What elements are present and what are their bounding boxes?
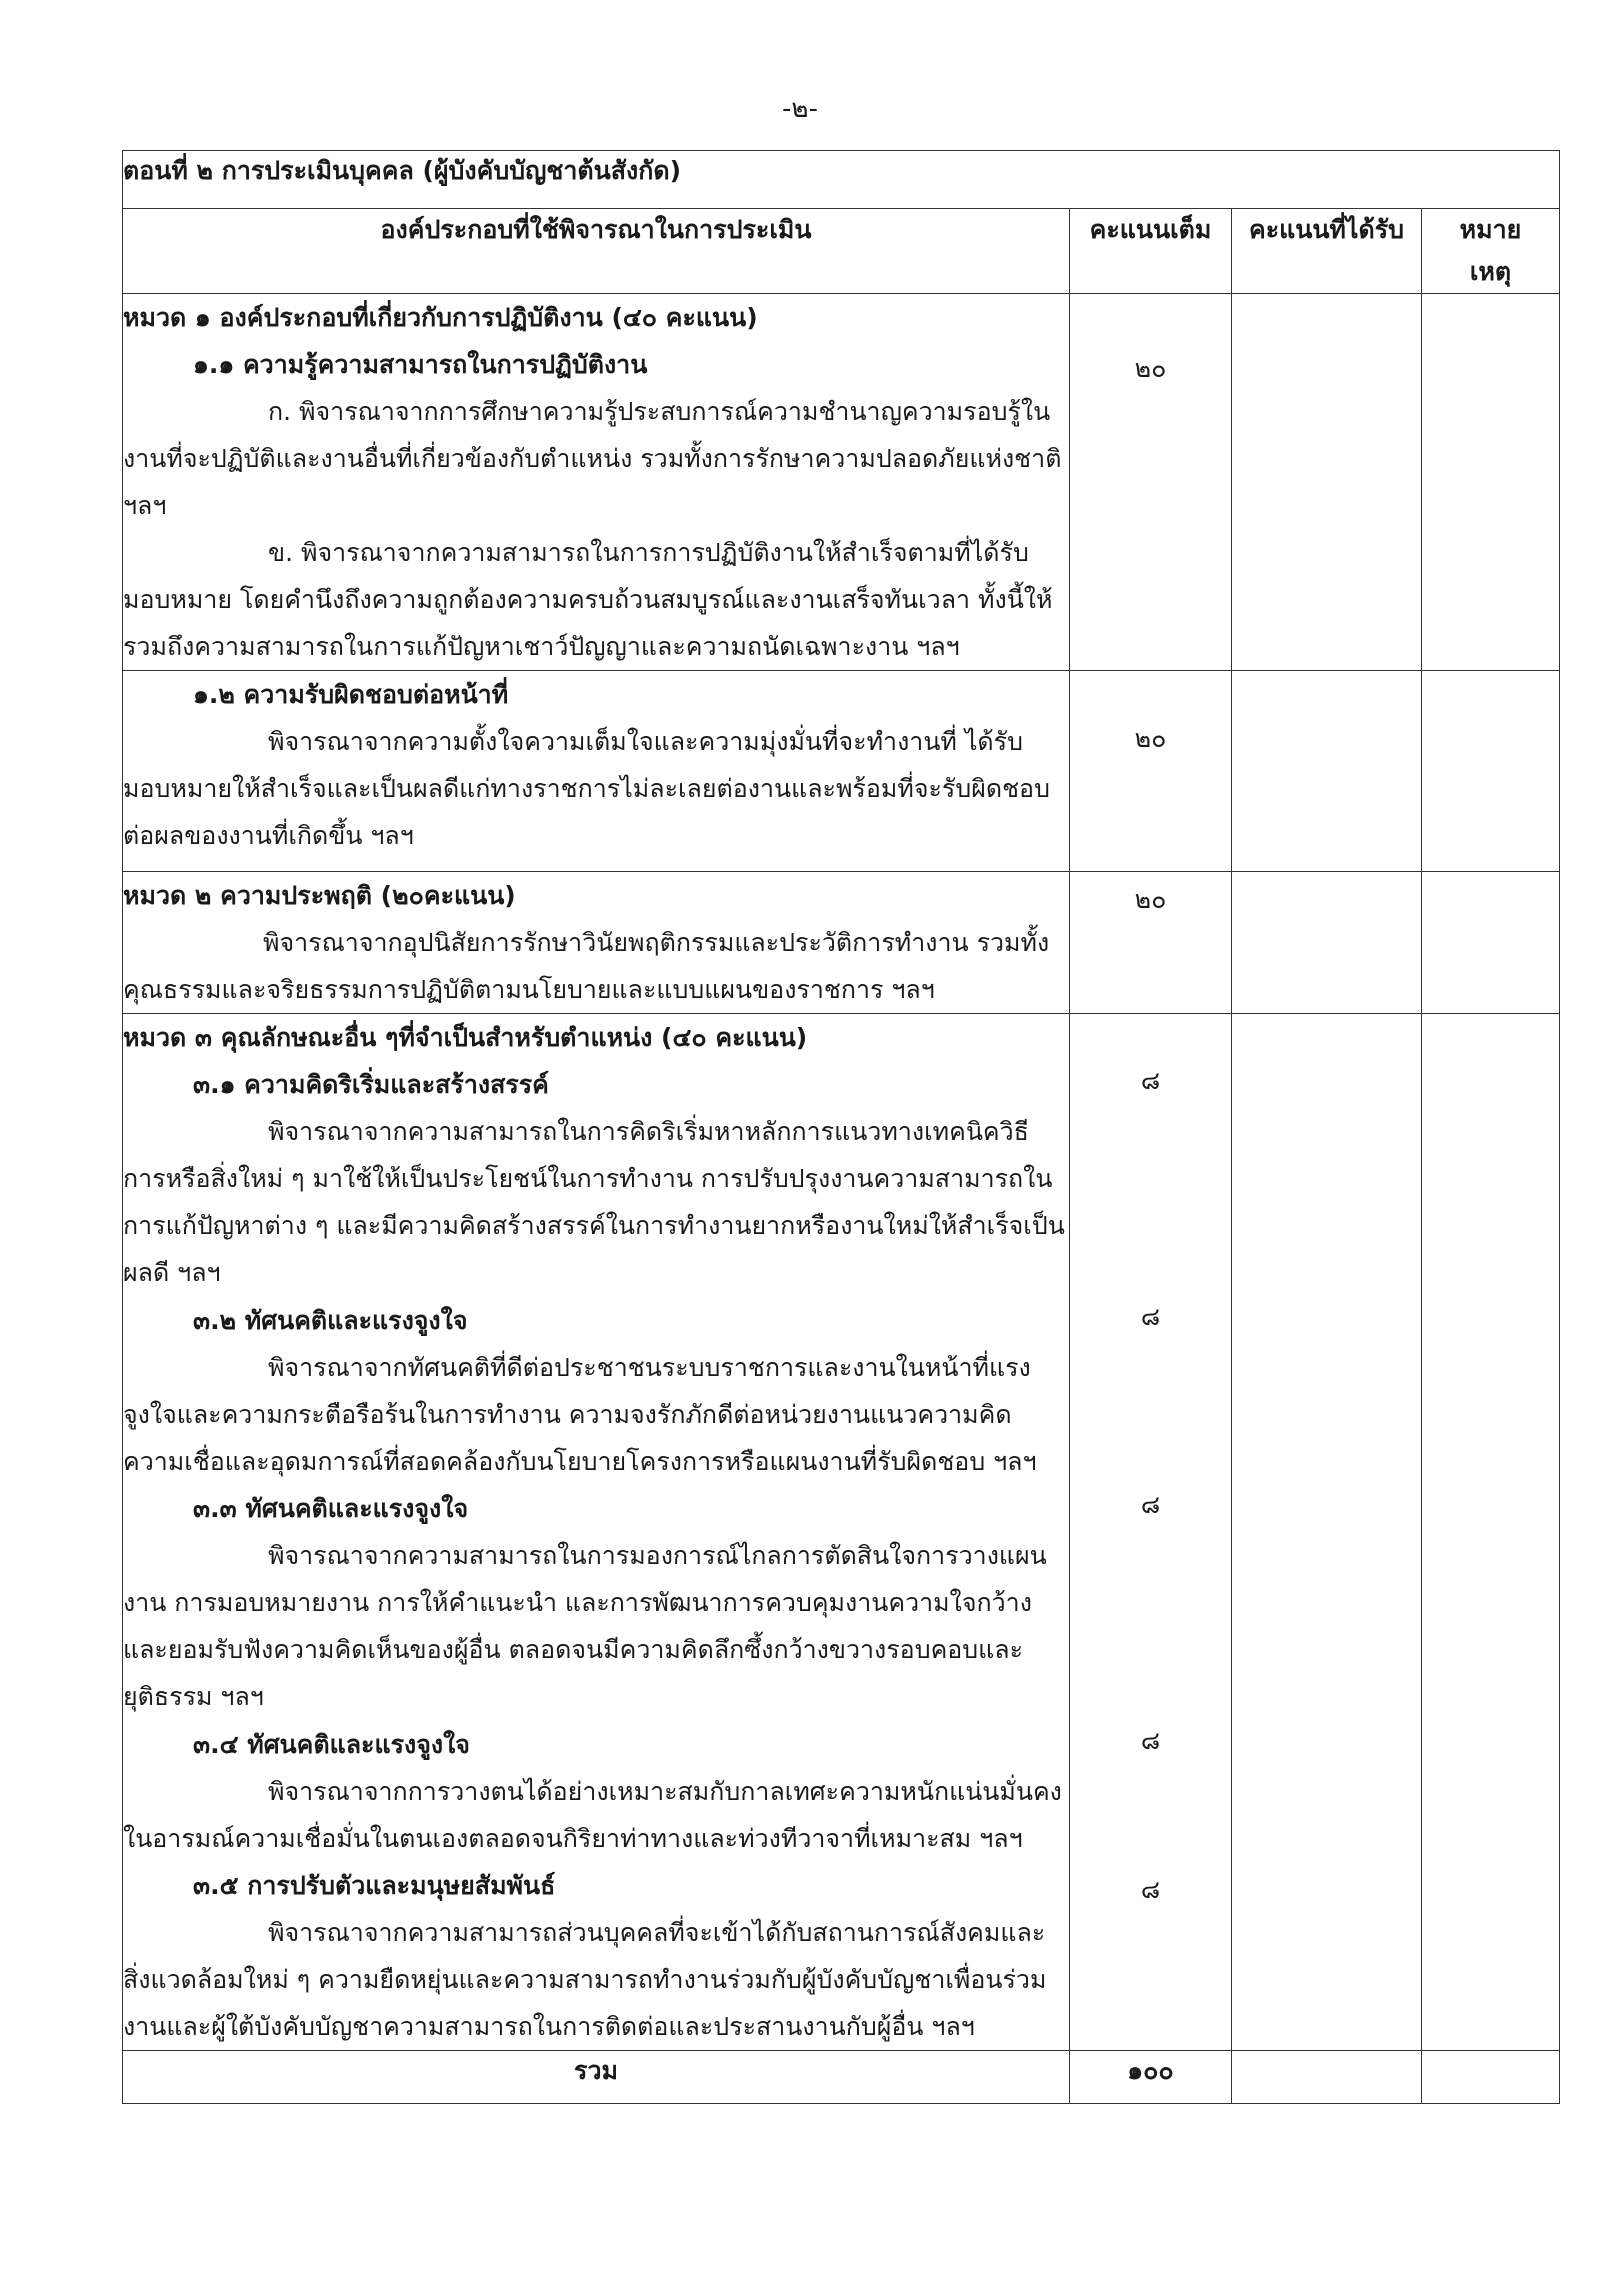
- item-3-1-title: ๓.๑ ความคิดริเริ่มและสร้างสรรค์: [193, 1070, 549, 1099]
- score-1-1: ๒๐: [1070, 294, 1232, 671]
- section3-title: หมวด ๓ คุณลักษณะอื่น ๆที่จำเป็นสำหรับตำแหน่ง (๔๐ คะแนน): [123, 1023, 808, 1052]
- header-row: [123, 209, 1560, 294]
- header-remark-line2: เหตุ: [1469, 257, 1512, 286]
- remark-1-2: [1422, 671, 1560, 872]
- remark-section3: [1422, 1014, 1560, 2051]
- header-remark-line1: หมาย: [1459, 215, 1522, 244]
- item-1-2-title: ๑.๒ ความรับผิดชอบต่อหน้าที่: [193, 680, 509, 709]
- score-section2: ๒๐: [1070, 872, 1232, 1014]
- item-3-3-text: พิจารณาจากความสามารถในการมองการณ์ไกลการตัดสินใจการวางแผนงาน การมอบหมายงาน การให้คำแนะนำ และการพัฒนาการควบคุมงานความใจกว้างและยอมรับฟังความคิดเห็นของผู้อื่น ตลอดจนมีความคิดลึกซึ้งกว้างขวางรอบคอบและยุติธรรม ฯลฯ: [123, 1541, 1047, 1711]
- row-section1-item1: [123, 294, 1560, 671]
- score-3-1: ๘: [1140, 1066, 1161, 1095]
- total-row: [123, 2051, 1560, 2104]
- header-component: องค์ประกอบที่ใช้พิจารณาในการประเมิน: [123, 209, 1070, 294]
- item-1-2-text: พิจารณาจากความตั้งใจความเต็มใจและความมุ่งมั่นที่จะทำงานที่ ได้รับมอบหมายให้สำเร็จและเป็นผลดีแก่ทางราชการไม่ละเลยต่องานและพร้อมที่จะรับผิดชอบต่อผลของงานที่เกิดขึ้น ฯลฯ: [123, 727, 1050, 850]
- section2-text: พิจารณาจากอุปนิสัยการรักษาวินัยพฤติกรรมและประวัติการทำงาน รวมทั้งคุณธรรมและจริยธรรมการปฏิบัติตามนโยบายและแบบแผนของราชการ ฯลฯ: [123, 928, 1050, 1004]
- item-3-5: [123, 1862, 1069, 2050]
- cell-section1-item1: [123, 294, 1070, 671]
- total-label: รวม: [123, 2051, 1070, 2104]
- total-score: ๑๐๐: [1070, 2051, 1232, 2104]
- item-1-1-text-b: ข. พิจารณาจากความสามารถในการการปฏิบัติงานให้สำเร็จตามที่ได้รับมอบหมาย โดยคำนึงถึงความถูกต้องความครบถ้วนสมบูรณ์และงานเสร็จทันเวลา ทั้งนี้ให้รวมถึงความสามารถในการแก้ปัญหาเชาว์ปัญญาและความถนัดเฉพาะงาน ฯลฯ: [123, 538, 1053, 661]
- header-received-score: คะแนนที่ได้รับ: [1232, 209, 1422, 294]
- total-received: [1232, 2051, 1422, 2104]
- remark-section2: [1422, 872, 1560, 1014]
- received-section2: [1232, 872, 1422, 1014]
- item-3-1: [123, 1061, 1069, 1297]
- evaluation-table: [122, 150, 1560, 2104]
- score-3-2: ๘: [1140, 1302, 1161, 1331]
- item-3-2-title: ๓.๒ ทัศนคติและแรงจูงใจ: [193, 1306, 468, 1335]
- score-3-4: ๘: [1140, 1726, 1161, 1755]
- item-3-4-title: ๓.๔ ทัศนคติและแรงจูงใจ: [193, 1730, 470, 1759]
- score-3-5: ๘: [1140, 1875, 1161, 1904]
- item-3-1-text: พิจารณาจากความสามารถในการคิดริเริ่มหาหลักการแนวทางเทคนิควิธีการหรือสิ่งใหม่ ๆ มาใช้ให้เป็นประโยชน์ในการทำงาน การปรับปรุงงานความสามารถในการแก้ปัญหาต่าง ๆ และมีความคิดสร้างสรรค์ในการทำงานยากหรืองานใหม่ให้สำเร็จเป็นผลดี ฯลฯ: [123, 1117, 1065, 1287]
- scores-section3: [1070, 1014, 1232, 2051]
- header-remark: [1422, 209, 1560, 294]
- received-1-2: [1232, 671, 1422, 872]
- total-remark: [1422, 2051, 1560, 2104]
- item-3-5-text: พิจารณาจากความสามารถส่วนบุคคลที่จะเข้าได้กับสถานการณ์สังคมและสิ่งแวดล้อมใหม่ ๆ ความยืดหยุ่นและความสามารถทำงานร่วมกับผู้บังคับบัญชาเพื่อนร่วมงานและผู้ใต้บังคับบัญชาความสามารถในการติดต่อและประสานงานกับผู้อื่น ฯลฯ: [123, 1918, 1047, 2041]
- cell-section1-item2: [123, 671, 1070, 872]
- section2-title: หมวด ๒ ความประพฤติ (๒๐คะแนน): [123, 881, 516, 910]
- item-3-2: [123, 1297, 1069, 1485]
- item-3-4: [123, 1721, 1069, 1862]
- item-1-1-title: ๑.๑ ความรู้ความสามารถในการปฏิบัติงาน: [193, 350, 648, 379]
- row-section3: [123, 1014, 1560, 2051]
- header-full-score: คะแนนเต็ม: [1070, 209, 1232, 294]
- item-3-3-title: ๓.๓ ทัศนคติและแรงจูงใจ: [193, 1494, 469, 1523]
- item-3-4-text: พิจารณาจากการวางตนได้อย่างเหมาะสมกับกาลเทศะความหนักแน่นมั่นคงในอารมณ์ความเชื่อมั่นในตนเองตลอดจนกิริยาท่าทางและท่วงทีวาจาที่เหมาะสม ฯลฯ: [123, 1777, 1062, 1853]
- item-3-5-title: ๓.๕ การปรับตัวและมนุษยสัมพันธ์: [193, 1871, 556, 1900]
- item-3-3: [123, 1485, 1069, 1721]
- part-title-row: [123, 151, 1560, 209]
- received-1-1: [1232, 294, 1422, 671]
- received-section3: [1232, 1014, 1422, 2051]
- score-1-2: ๒๐: [1070, 671, 1232, 872]
- item-3-2-text: พิจารณาจากทัศนคติที่ดีต่อประชาชนระบบราชการและงานในหน้าที่แรงจูงใจและความกระตือรือร้นในการทำงาน ความจงรักภักดีต่อหน่วยงานแนวความคิดความเชื่อและอุดมการณ์ที่สอดคล้องกับนโยบายโครงการหรือแผนงานที่รับผิดชอบ ฯลฯ: [123, 1353, 1037, 1476]
- remark-1-1: [1422, 294, 1560, 671]
- item-1-1-text-a: ก. พิจารณาจากการศึกษาความรู้ประสบการณ์ความชำนาญความรอบรู้ในงานที่จะปฏิบัติและงานอื่นที่เกี่ยวข้องกับตำแหน่ง รวมทั้งการรักษาความปลอดภัยแห่งชาติฯลฯ: [123, 397, 1062, 520]
- cell-section2: [123, 872, 1070, 1014]
- cell-section3: [123, 1014, 1070, 2051]
- row-section2: [123, 872, 1560, 1014]
- score-3-3: ๘: [1140, 1490, 1161, 1519]
- row-section1-item2: [123, 671, 1560, 872]
- part-title: ตอนที่ ๒ การประเมินบุคคล (ผู้บังคับบัญชาต้นสังกัด): [123, 151, 1560, 209]
- page-number: -๒-: [782, 94, 818, 124]
- section1-title: หมวด ๑ องค์ประกอบที่เกี่ยวกับการปฏิบัติงาน (๔๐ คะแนน): [123, 303, 758, 332]
